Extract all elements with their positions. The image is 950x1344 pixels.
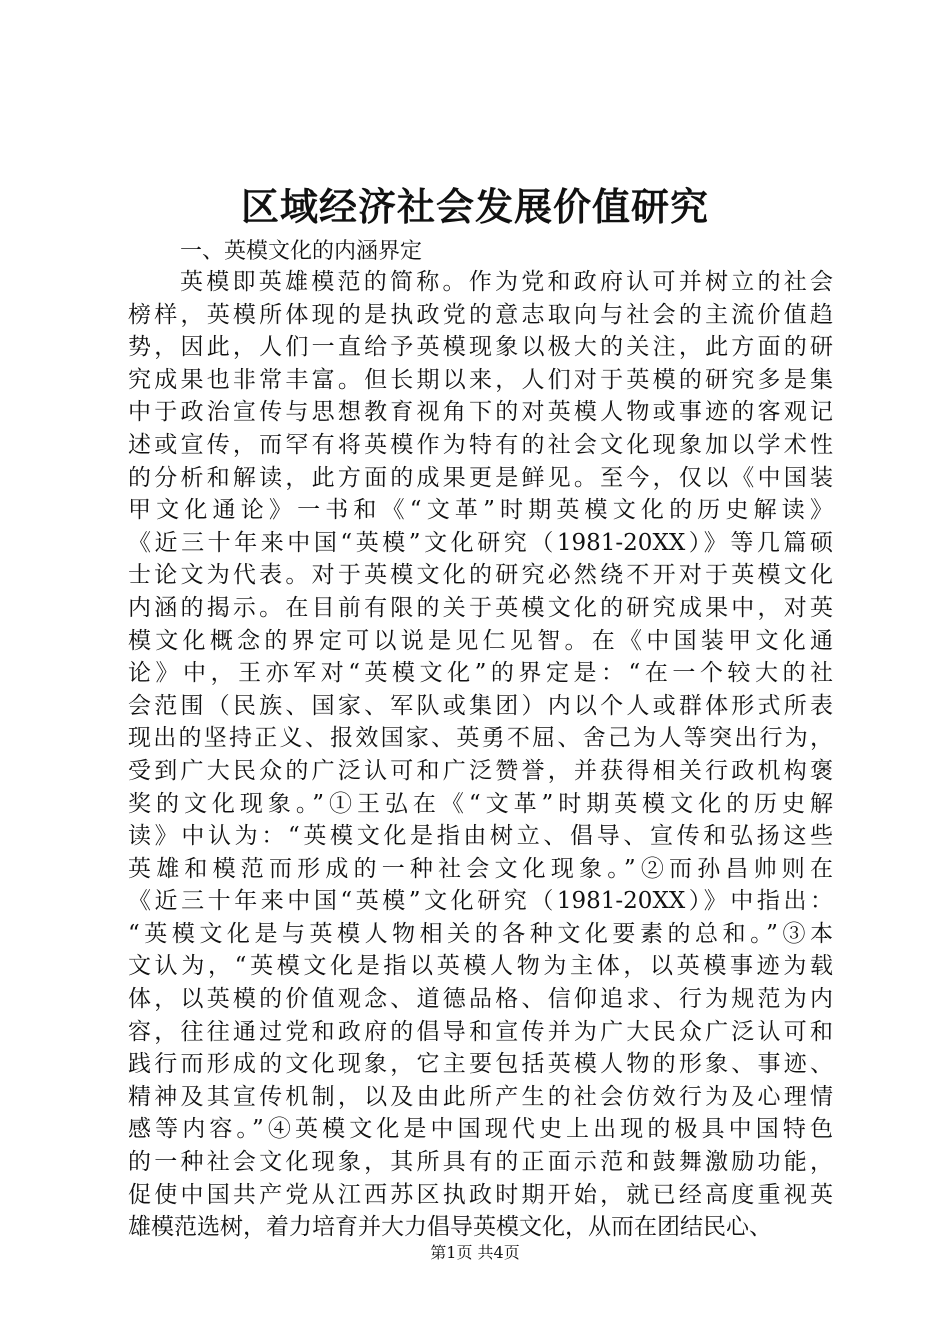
paragraph-line: “英模文化是与英模人物相关的各种文化要素的总和。”③本 xyxy=(128,920,833,947)
paragraph-line: 模文化概念的界定可以说是见仁见智。在《中国装甲文化通 xyxy=(128,627,833,654)
paragraph-line: 奖的文化现象。”①王弘在《“文革”时期英模文化的历史解 xyxy=(128,790,833,817)
paragraph-line: 的一种社会文化现象，其所具有的正面示范和鼓舞激励功能， xyxy=(128,1149,833,1176)
paragraph-line: 内涵的揭示。在目前有限的关于英模文化的研究成果中，对英 xyxy=(128,594,833,621)
paragraph-line: 究成果也非常丰富。但长期以来，人们对于英模的研究多是集 xyxy=(128,366,833,393)
page-footer: 第1页 共4页 xyxy=(430,1243,520,1262)
paragraph-line: 《近三十年来中国“英模”文化研究（1981-20XX）》中指出： xyxy=(128,888,833,915)
paragraph-line: 会范围（民族、国家、军队或集团）内以个人或群体形式所表 xyxy=(128,692,833,719)
paragraph-line: 的分析和解读，此方面的成果更是鲜见。至今，仅以《中国装 xyxy=(128,464,833,491)
section-heading: 一、英模文化的内涵界定 xyxy=(180,239,423,264)
paragraph-line: 《近三十年来中国“英模”文化研究（1981-20XX）》等几篇硕 xyxy=(128,529,833,556)
paragraph-line: 受到广大民众的广泛认可和广泛赞誉，并获得相关行政机构褒 xyxy=(128,757,833,784)
paragraph-line: 践行而形成的文化现象，它主要包括英模人物的形象、事迹、 xyxy=(128,1051,833,1078)
paragraph-line: 甲文化通论》一书和《“文革”时期英模文化的历史解读》 xyxy=(128,497,833,524)
paragraph-line: 榜样，英模所体现的是执政党的意志取向与社会的主流价值趋 xyxy=(128,301,833,328)
paragraph-line: 促使中国共产党从江西苏区执政时期开始，就已经高度重视英 xyxy=(128,1181,833,1208)
paragraph-body xyxy=(128,266,833,1244)
paragraph-line: 体，以英模的价值观念、道德品格、信仰追求、行为规范为内 xyxy=(128,986,833,1013)
paragraph-line: 论》中，王亦军对“英模文化”的界定是：“在一个较大的社 xyxy=(128,660,833,687)
paragraph-line: 士论文为代表。对于英模文化的研究必然绕不开对于英模文化 xyxy=(128,562,833,589)
paragraph-line: 雄模范选树，着力培育并大力倡导英模文化，从而在团结民心、 xyxy=(128,1214,772,1241)
paragraph-line: 英雄和模范而形成的一种社会文化现象。”②而孙昌帅则在 xyxy=(128,855,833,882)
paragraph-line: 读》中认为：“英模文化是指由树立、倡导、宣传和弘扬这些 xyxy=(128,823,833,850)
paragraph-line: 中于政治宣传与思想教育视角下的对英模人物或事迹的客观记 xyxy=(128,399,833,426)
paragraph-line: 现出的坚持正义、报效国家、英勇不屈、舍己为人等突出行为， xyxy=(128,725,833,752)
paragraph-line: 文认为，“英模文化是指以英模人物为主体，以英模事迹为载 xyxy=(128,953,833,980)
paragraph-line: 精神及其宣传机制，以及由此所产生的社会仿效行为及心理情 xyxy=(128,1083,833,1110)
paragraph-line: 势，因此，人们一直给予英模现象以极大的关注，此方面的研 xyxy=(128,334,833,361)
document-title: 区域经济社会发展价值研究 xyxy=(240,184,709,229)
paragraph-line: 英模即英雄模范的简称。作为党和政府认可并树立的社会 xyxy=(180,269,833,295)
paragraph-line: 述或宣传，而罕有将英模作为特有的社会文化现象加以学术性 xyxy=(128,431,833,458)
paragraph-line: 容，往往通过党和政府的倡导和宣传并为广大民众广泛认可和 xyxy=(128,1018,833,1045)
paragraph-line: 感等内容。”④英模文化是中国现代史上出现的极具中国特色 xyxy=(128,1116,833,1143)
